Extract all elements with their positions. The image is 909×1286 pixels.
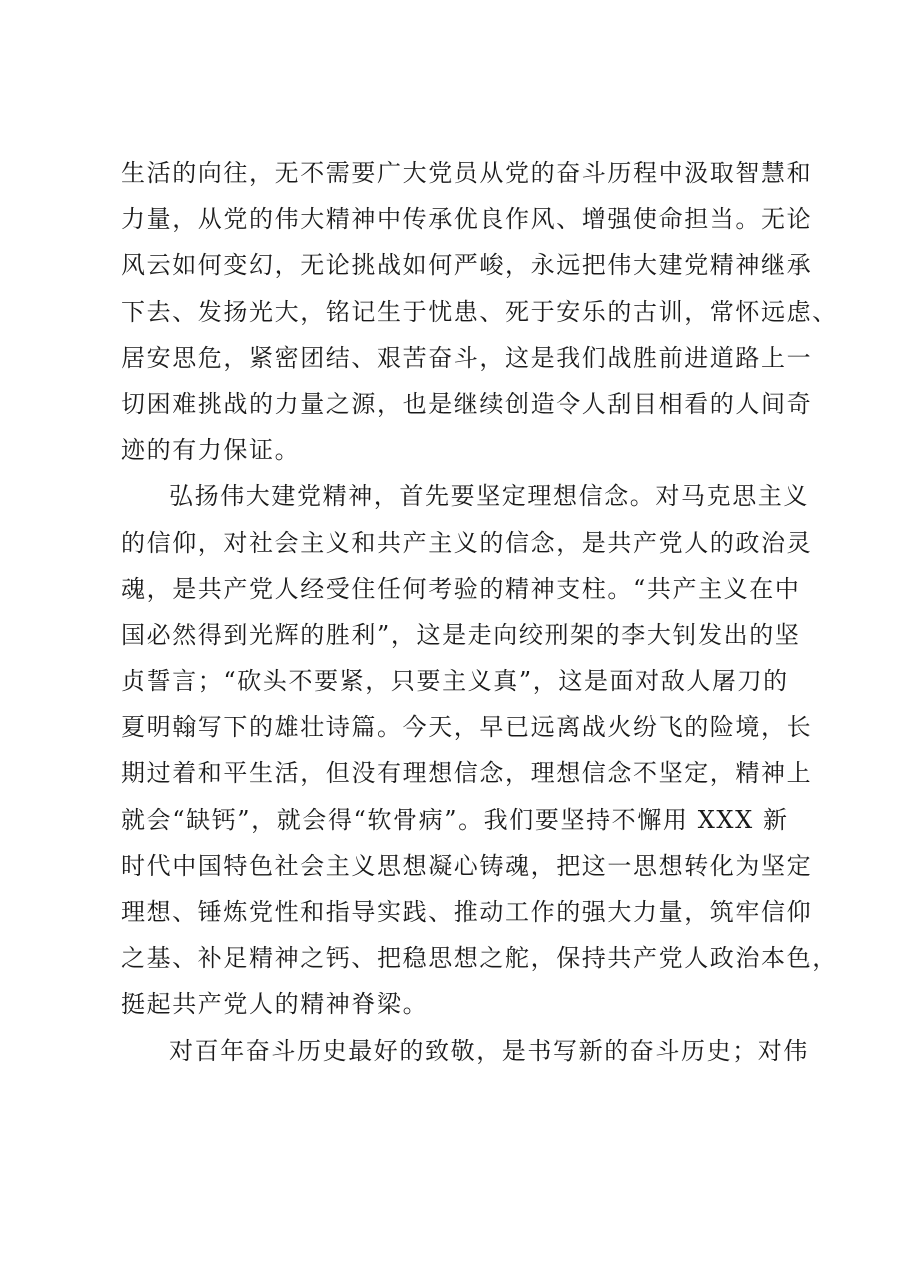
text-line: 挺起共产党人的精神脊梁。: [121, 990, 429, 1019]
text-line: 期过着和平生活，但没有理想信念，理想信念不坚定，精神上: [121, 759, 813, 788]
text-line: 夏明翰写下的雄壮诗篇。今天，早已远离战火纷飞的险境，长: [121, 713, 813, 742]
text-line: 之基、补足精神之钙、把稳思想之舵，保持共产党人政治本色，: [121, 944, 838, 973]
text-line: 国必然得到光辉的胜利”，这是走向绞刑架的李大钊发出的坚: [121, 620, 801, 649]
text-line: 时代中国特色社会主义思想凝心铸魂，把这一思想转化为坚定: [121, 851, 813, 880]
text-line: 魂，是共产党人经受住任何考验的精神支柱。“共产主义在中: [121, 574, 801, 603]
text-line: 风云如何变幻，无论挑战如何严峻，永远把伟大建党精神继承: [121, 251, 813, 280]
text-line: 力量，从党的伟大精神中传承优良作风、增强使命担当。无论: [121, 205, 813, 234]
text-line: 居安思危，紧密团结、艰苦奋斗，这是我们战胜前进道路上一: [121, 343, 813, 372]
text-line: 弘扬伟大建党精神，首先要坚定理想信念。对马克思主义: [169, 482, 809, 511]
text-line: 生活的向往，无不需要广大党员从党的奋斗历程中汲取智慧和: [121, 159, 813, 187]
text-line: 对百年奋斗历史最好的致敬，是书写新的奋斗历史；对伟: [169, 1036, 809, 1065]
text-line: 就会“缺钙”，就会得“软骨病”。我们要坚持不懈用 XXX 新: [121, 805, 789, 834]
text-line: 理想、锤炼党性和指导实践、推动工作的强大力量，筑牢信仰: [121, 898, 813, 926]
text-line: 的信仰，对社会主义和共产主义的信念，是共产党人的政治灵: [121, 528, 813, 557]
text-line: 贞誓言；“砍头不要紧，只要主义真”，这是面对敌人屠刀的: [121, 667, 789, 696]
text-line: 下去、发扬光大，铭记生于忧患、死于安乐的古训，常怀远虑、: [121, 297, 838, 326]
text-line: 切困难挑战的力量之源，也是继续创造令人刮目相看的人间奇: [121, 389, 813, 418]
body-text: [121, 150, 838, 1074]
text-line: 迹的有力保证。: [121, 436, 301, 465]
